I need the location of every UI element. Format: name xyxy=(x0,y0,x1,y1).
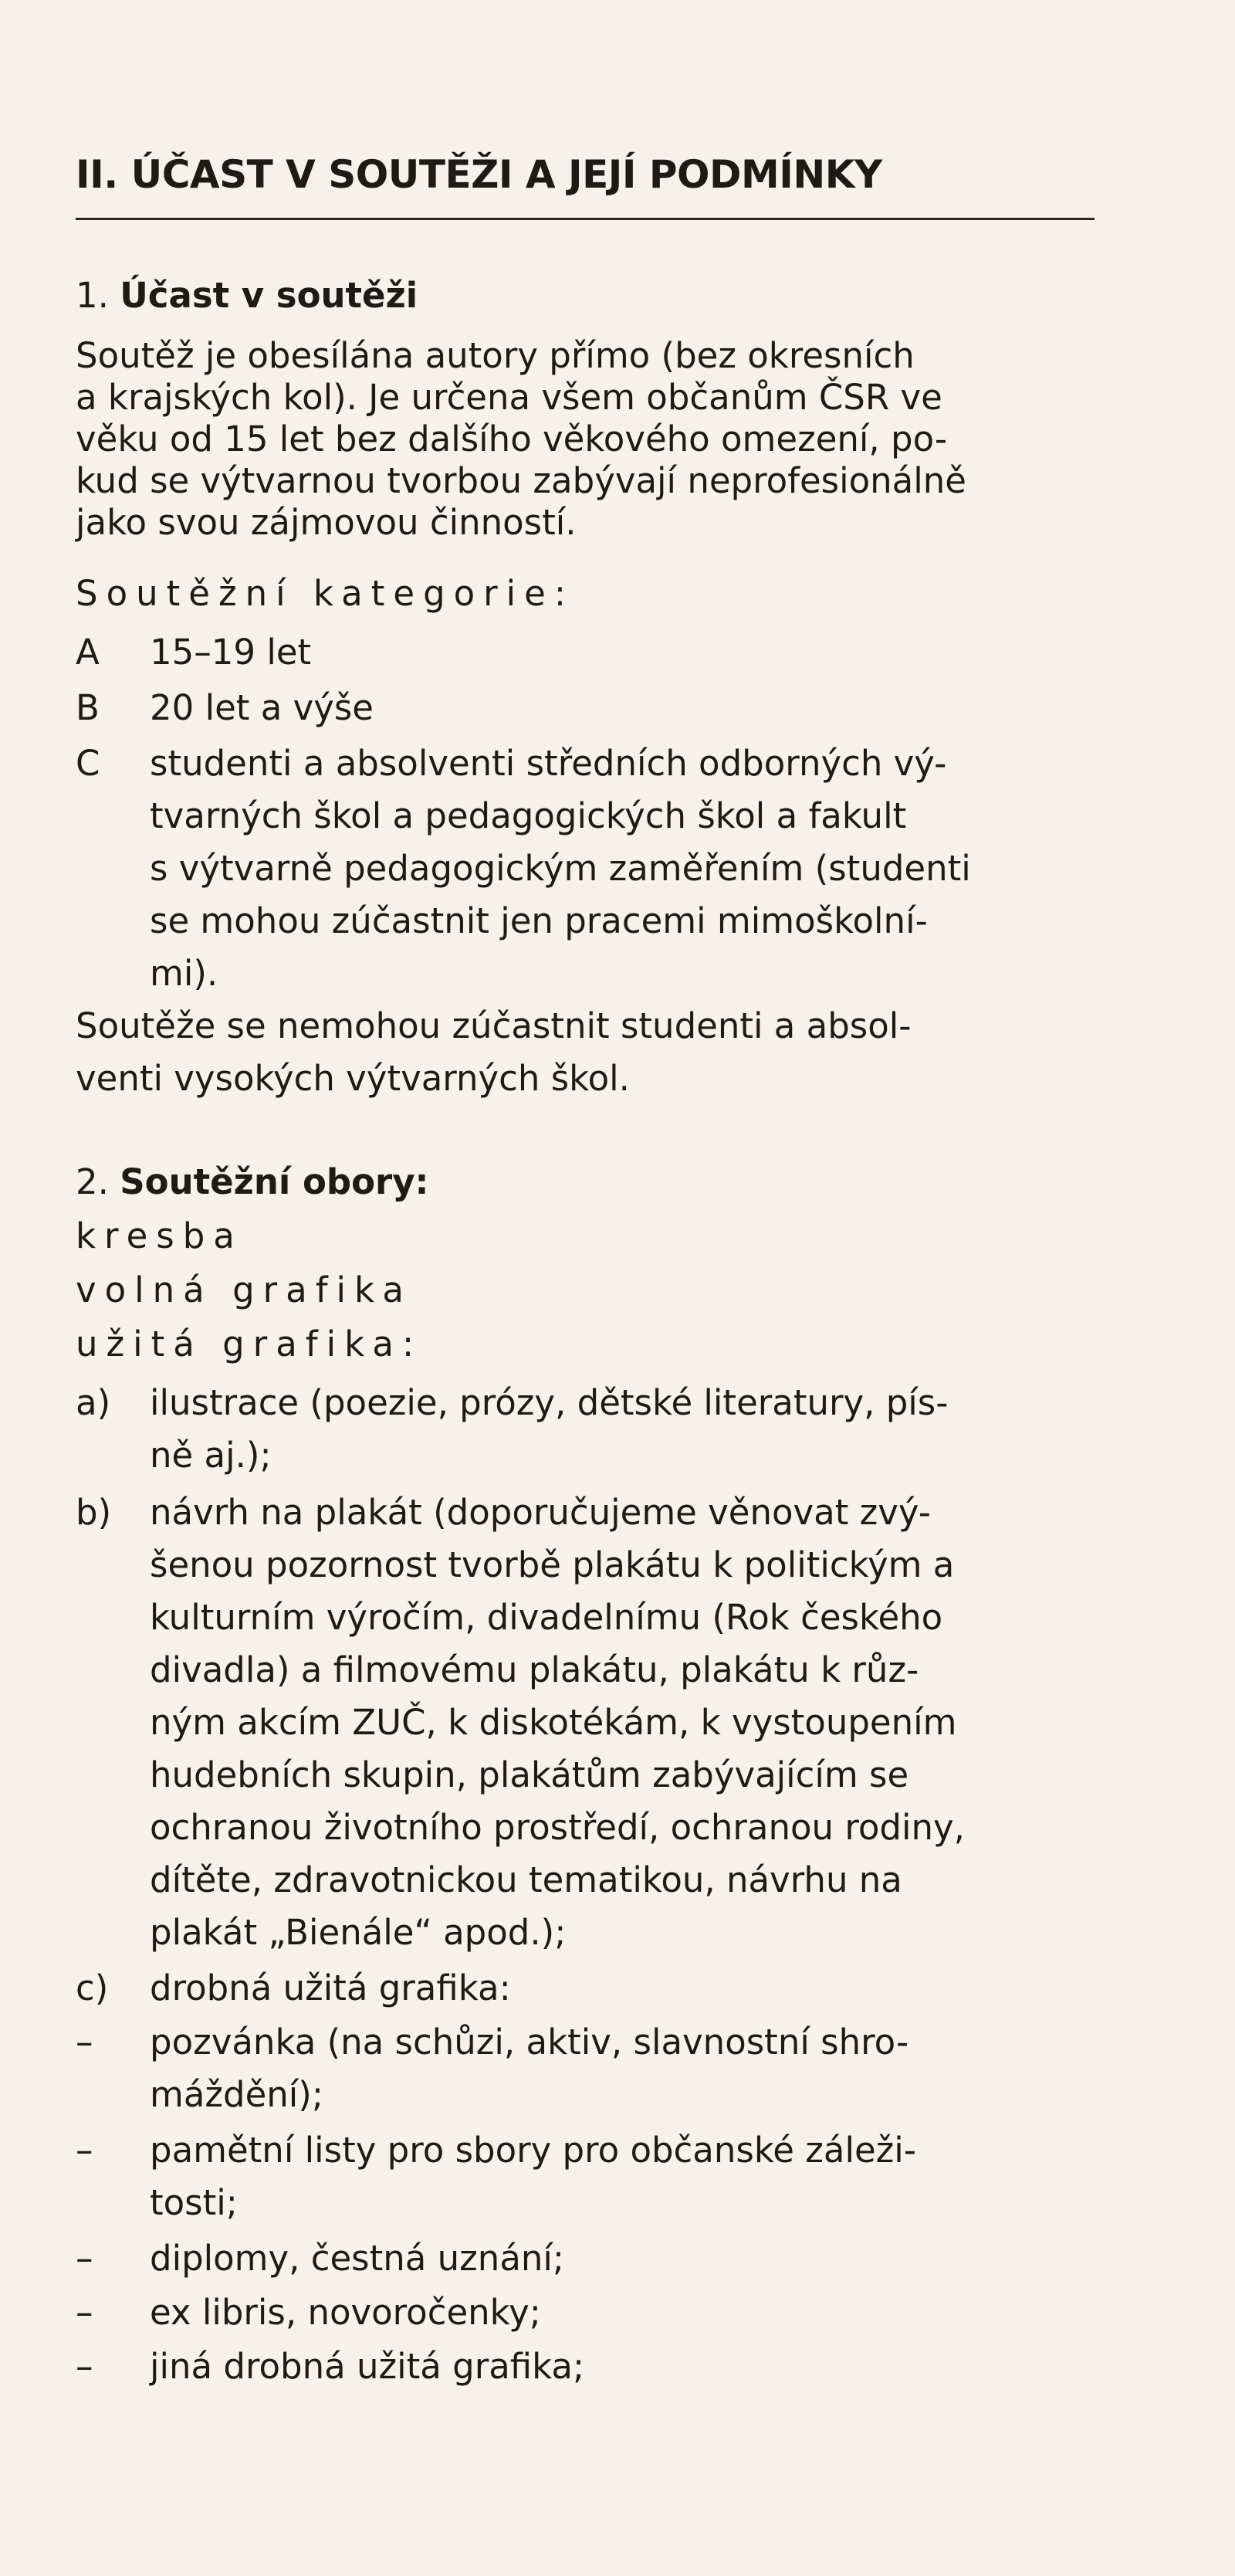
category-line: 20 let a výše xyxy=(150,687,374,728)
item-mark: – xyxy=(76,2346,93,2387)
categories-label: Soutěžní kategorie: xyxy=(76,573,575,614)
paragraph-line: Soutěž je obesílána autory přímo (bez okresních xyxy=(76,335,915,376)
subsection-2-title: Soutěžní obory: xyxy=(120,1161,429,1202)
category-line: tvarných škol a pedagogických škol a fakult xyxy=(150,795,907,836)
item-mark: – xyxy=(76,2238,93,2279)
paragraph-line: jako svou zájmovou činností. xyxy=(76,502,577,543)
subsection-2-heading xyxy=(76,1161,429,1203)
item-mark: – xyxy=(76,2130,93,2171)
item-mark: – xyxy=(76,2292,93,2333)
subsection-1-heading xyxy=(76,275,418,317)
category-line: 15–19 let xyxy=(150,632,312,673)
item-line: hudebních skupin, plakátům zabývajícím se xyxy=(150,1754,909,1795)
paragraph-line: věku od 15 let bez dalšího věkového omezení, po- xyxy=(76,419,948,459)
item-line: plakát „Bienále“ apod.); xyxy=(150,1912,567,1953)
category-mark: A xyxy=(76,632,100,673)
item-mark: c) xyxy=(76,1968,109,2008)
item-line: kulturním výročím, divadelnímu (Rok českého xyxy=(150,1597,943,1638)
section-heading: II. ÚČAST V SOUTĚŽI A JEJÍ PODMÍNKY xyxy=(76,152,882,197)
category-line: s výtvarně pedagogickým zaměřením (studenti xyxy=(150,848,971,889)
heading-rule xyxy=(76,218,1095,220)
paragraph-line: a krajských kol). Je určena všem občanům ČSR ve xyxy=(76,377,942,418)
category-mark: B xyxy=(76,687,100,728)
item-line: návrh na plakát (doporučujeme věnovat zvý- xyxy=(150,1492,931,1533)
item-mark: – xyxy=(76,2022,93,2062)
category-line: se mohou zúčastnit jen pracemi mimoškolní- xyxy=(150,900,928,941)
item-line: ným akcím ZUČ, k diskotékám, k vystoupením xyxy=(150,1702,957,1743)
item-line: jiná drobná užitá grafika; xyxy=(150,2346,585,2387)
note-line: venti vysokých výtvarných škol. xyxy=(76,1058,630,1099)
item-line: šenou pozornost tvorbě plakátu k politickým a xyxy=(150,1544,955,1585)
item-line: pamětní listy pro sbory pro občanské záleži- xyxy=(150,2130,917,2171)
subsection-1-title: Účast v soutěži xyxy=(120,275,418,316)
item-line: divadla) a filmovému plakátu, plakátu k růz- xyxy=(150,1649,919,1690)
category-line: studenti a absolventi středních odborných vý- xyxy=(150,743,947,784)
item-line: ex libris, novoročenky; xyxy=(150,2292,541,2333)
category-line: mi). xyxy=(150,953,218,994)
field-label: užitá grafika: xyxy=(76,1324,423,1364)
item-line: máždění); xyxy=(150,2074,324,2115)
item-line: ně aj.); xyxy=(150,1435,272,1476)
item-line: pozvánka (na schůzi, aktiv, slavnostní shro- xyxy=(150,2022,909,2062)
item-mark: a) xyxy=(76,1382,111,1423)
item-line: dítěte, zdravotnickou tematikou, návrhu na xyxy=(150,1859,902,1900)
field-label: volná grafika xyxy=(76,1269,412,1310)
field-label: kresba xyxy=(76,1215,243,1256)
subsection-1-number: 1. xyxy=(76,275,109,316)
item-line: ochranou životního prostředí, ochranou rodiny, xyxy=(150,1807,965,1848)
note-line: Soutěže se nemohou zúčastnit studenti a absol- xyxy=(76,1005,912,1046)
category-mark: C xyxy=(76,743,100,784)
item-mark: b) xyxy=(76,1492,112,1533)
item-line: tosti; xyxy=(150,2182,238,2223)
paragraph-line: kud se výtvarnou tvorbou zabývají neprofesionálně xyxy=(76,460,966,501)
item-line: drobná užitá grafika: xyxy=(150,1968,511,2008)
subsection-2-number: 2. xyxy=(76,1161,109,1202)
item-line: diplomy, čestná uznání; xyxy=(150,2238,565,2279)
item-line: ilustrace (poezie, prózy, dětské literatury, pís- xyxy=(150,1382,949,1423)
